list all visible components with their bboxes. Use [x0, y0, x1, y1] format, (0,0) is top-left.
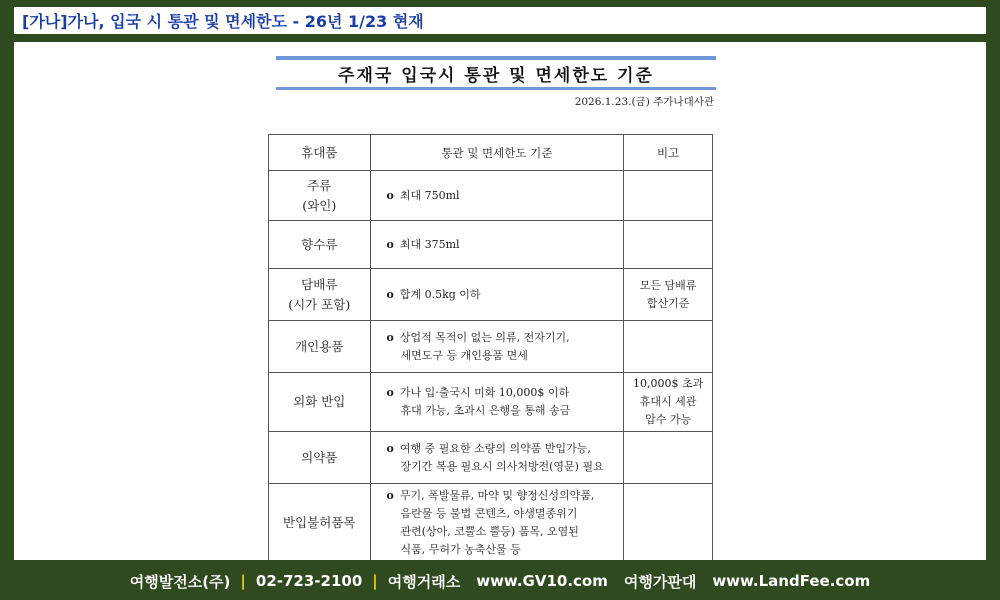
cell-item: [269, 432, 371, 484]
rule-text: 여행 중 필요한 소량의 의약품 반입가능,: [399, 441, 591, 455]
rule-text: 장기간 복용 필요시 의사처방전(영문) 필요: [400, 459, 604, 473]
rule-text: 식품, 무허가 농축산물 등: [400, 543, 521, 556]
rule-line: [387, 487, 618, 505]
rule-line: [387, 541, 618, 559]
rule-text: 휴대 가능, 초과시 은행을 통해 송금: [400, 404, 571, 417]
footer: [0, 566, 1000, 596]
note-line: 휴대시 세관: [639, 395, 697, 408]
item-line: 반입불허품목: [283, 515, 356, 530]
footer-company: 여행발전소(주): [129, 572, 231, 591]
footer-separator: |: [240, 572, 246, 590]
rule-text: 관련(상아, 코뿔소 뿔등) 품목, 오염된: [400, 525, 579, 538]
bullet-marker: o: [386, 287, 394, 301]
cell-rule: [370, 221, 624, 269]
rule-line: [387, 187, 618, 205]
footer-label-exchange: 여행거래소: [387, 572, 461, 591]
cell-rule: [370, 373, 624, 432]
cell-rule: [370, 321, 624, 373]
rule-line: [387, 329, 618, 347]
rule-line: [387, 384, 618, 402]
item-line: 주류: [307, 177, 332, 193]
rule-text: 세면도구 등 개인용품 면세: [400, 348, 528, 362]
item-line: 의약품: [301, 449, 338, 465]
cell-item: [269, 373, 371, 432]
table-row: [269, 269, 713, 321]
bullet-marker: o: [386, 441, 394, 455]
cell-item: [269, 221, 371, 269]
header-item: 휴대품: [269, 135, 371, 171]
cell-note: [624, 432, 713, 484]
footer-link-gv10[interactable]: www.GV10.com: [476, 572, 608, 590]
note-line: 압수 가능: [645, 413, 692, 426]
cell-note: [624, 321, 713, 373]
document-heading-box: [276, 56, 716, 90]
cell-item: [269, 321, 371, 373]
rule-line: [387, 505, 618, 523]
bullet-marker: o: [386, 188, 394, 202]
title-bar: [14, 7, 986, 34]
cell-rule: [370, 484, 624, 561]
rule-text: 최대 375ml: [399, 237, 460, 251]
rule-line: [387, 347, 618, 365]
table-row: [269, 484, 713, 561]
bullet-marker: o: [386, 489, 394, 502]
document-heading: 주재국 입국시 통관 및 면세한도 기준: [338, 66, 654, 86]
cell-note: [624, 484, 713, 561]
table-body: [269, 171, 713, 561]
footer-label-stand: 여행가판대: [623, 572, 697, 591]
rule-text: 무기, 폭발물류, 마약 및 향정신성의약품,: [399, 489, 595, 502]
rule-line: [387, 402, 618, 420]
cell-rule: [370, 171, 624, 221]
table-header-row: [269, 135, 713, 171]
document-date: 2026.1.23.(금) 주가나대사관: [574, 96, 714, 108]
header-note: 비고: [624, 135, 713, 171]
note-line: 모든 담배류: [639, 278, 697, 292]
cell-item: [269, 269, 371, 321]
rule-line: [387, 458, 618, 476]
bullet-marker: o: [386, 330, 394, 344]
item-line: 담배류: [301, 276, 338, 292]
header-rule: 통관 및 면세한도 기준: [370, 135, 624, 171]
table-row: [269, 432, 713, 484]
table-row: [269, 171, 713, 221]
table-row: [269, 221, 713, 269]
item-line: (와인): [302, 197, 337, 213]
cell-note: [624, 373, 713, 432]
page-title: [가나]가나, 입국 시 통관 및 면세한도 - 26년 1/23 현재: [22, 12, 424, 31]
item-line: (시가 포함): [288, 296, 351, 312]
cell-note: [624, 221, 713, 269]
cell-item: [269, 171, 371, 221]
bullet-marker: o: [386, 386, 394, 399]
table-row: [269, 321, 713, 373]
rule-text: 가나 입·출국시 미화 10,000$ 이하: [399, 386, 570, 399]
rule-text: 음란물 등 불법 콘텐츠, 야생멸종위기: [400, 507, 578, 520]
rule-line: [387, 286, 618, 304]
rule-text: 최대 750ml: [399, 188, 460, 202]
bullet-marker: o: [386, 237, 394, 251]
item-line: 개인용품: [295, 338, 344, 354]
footer-link-landfee[interactable]: www.LandFee.com: [712, 572, 871, 590]
cell-note: [624, 171, 713, 221]
rule-line: [387, 523, 618, 541]
cell-rule: [370, 432, 624, 484]
note-line: 10,000$ 초과: [632, 377, 704, 390]
rule-line: [387, 236, 618, 254]
rule-text: 상업적 목적이 없는 의류, 전자기기,: [399, 330, 570, 344]
note-line: 합산기준: [646, 296, 690, 310]
cell-rule: [370, 269, 624, 321]
footer-separator: |: [372, 572, 378, 590]
customs-table: [268, 134, 713, 560]
rule-text: 합계 0.5kg 이하: [399, 287, 481, 301]
table-row: [269, 373, 713, 432]
item-line: 향수류: [301, 236, 338, 252]
cell-item: [269, 484, 371, 561]
cell-note: [624, 269, 713, 321]
rule-line: [387, 440, 618, 458]
item-line: 외화 반입: [293, 394, 346, 409]
document-panel: [14, 42, 986, 560]
footer-phone: 02-723-2100: [255, 572, 363, 590]
